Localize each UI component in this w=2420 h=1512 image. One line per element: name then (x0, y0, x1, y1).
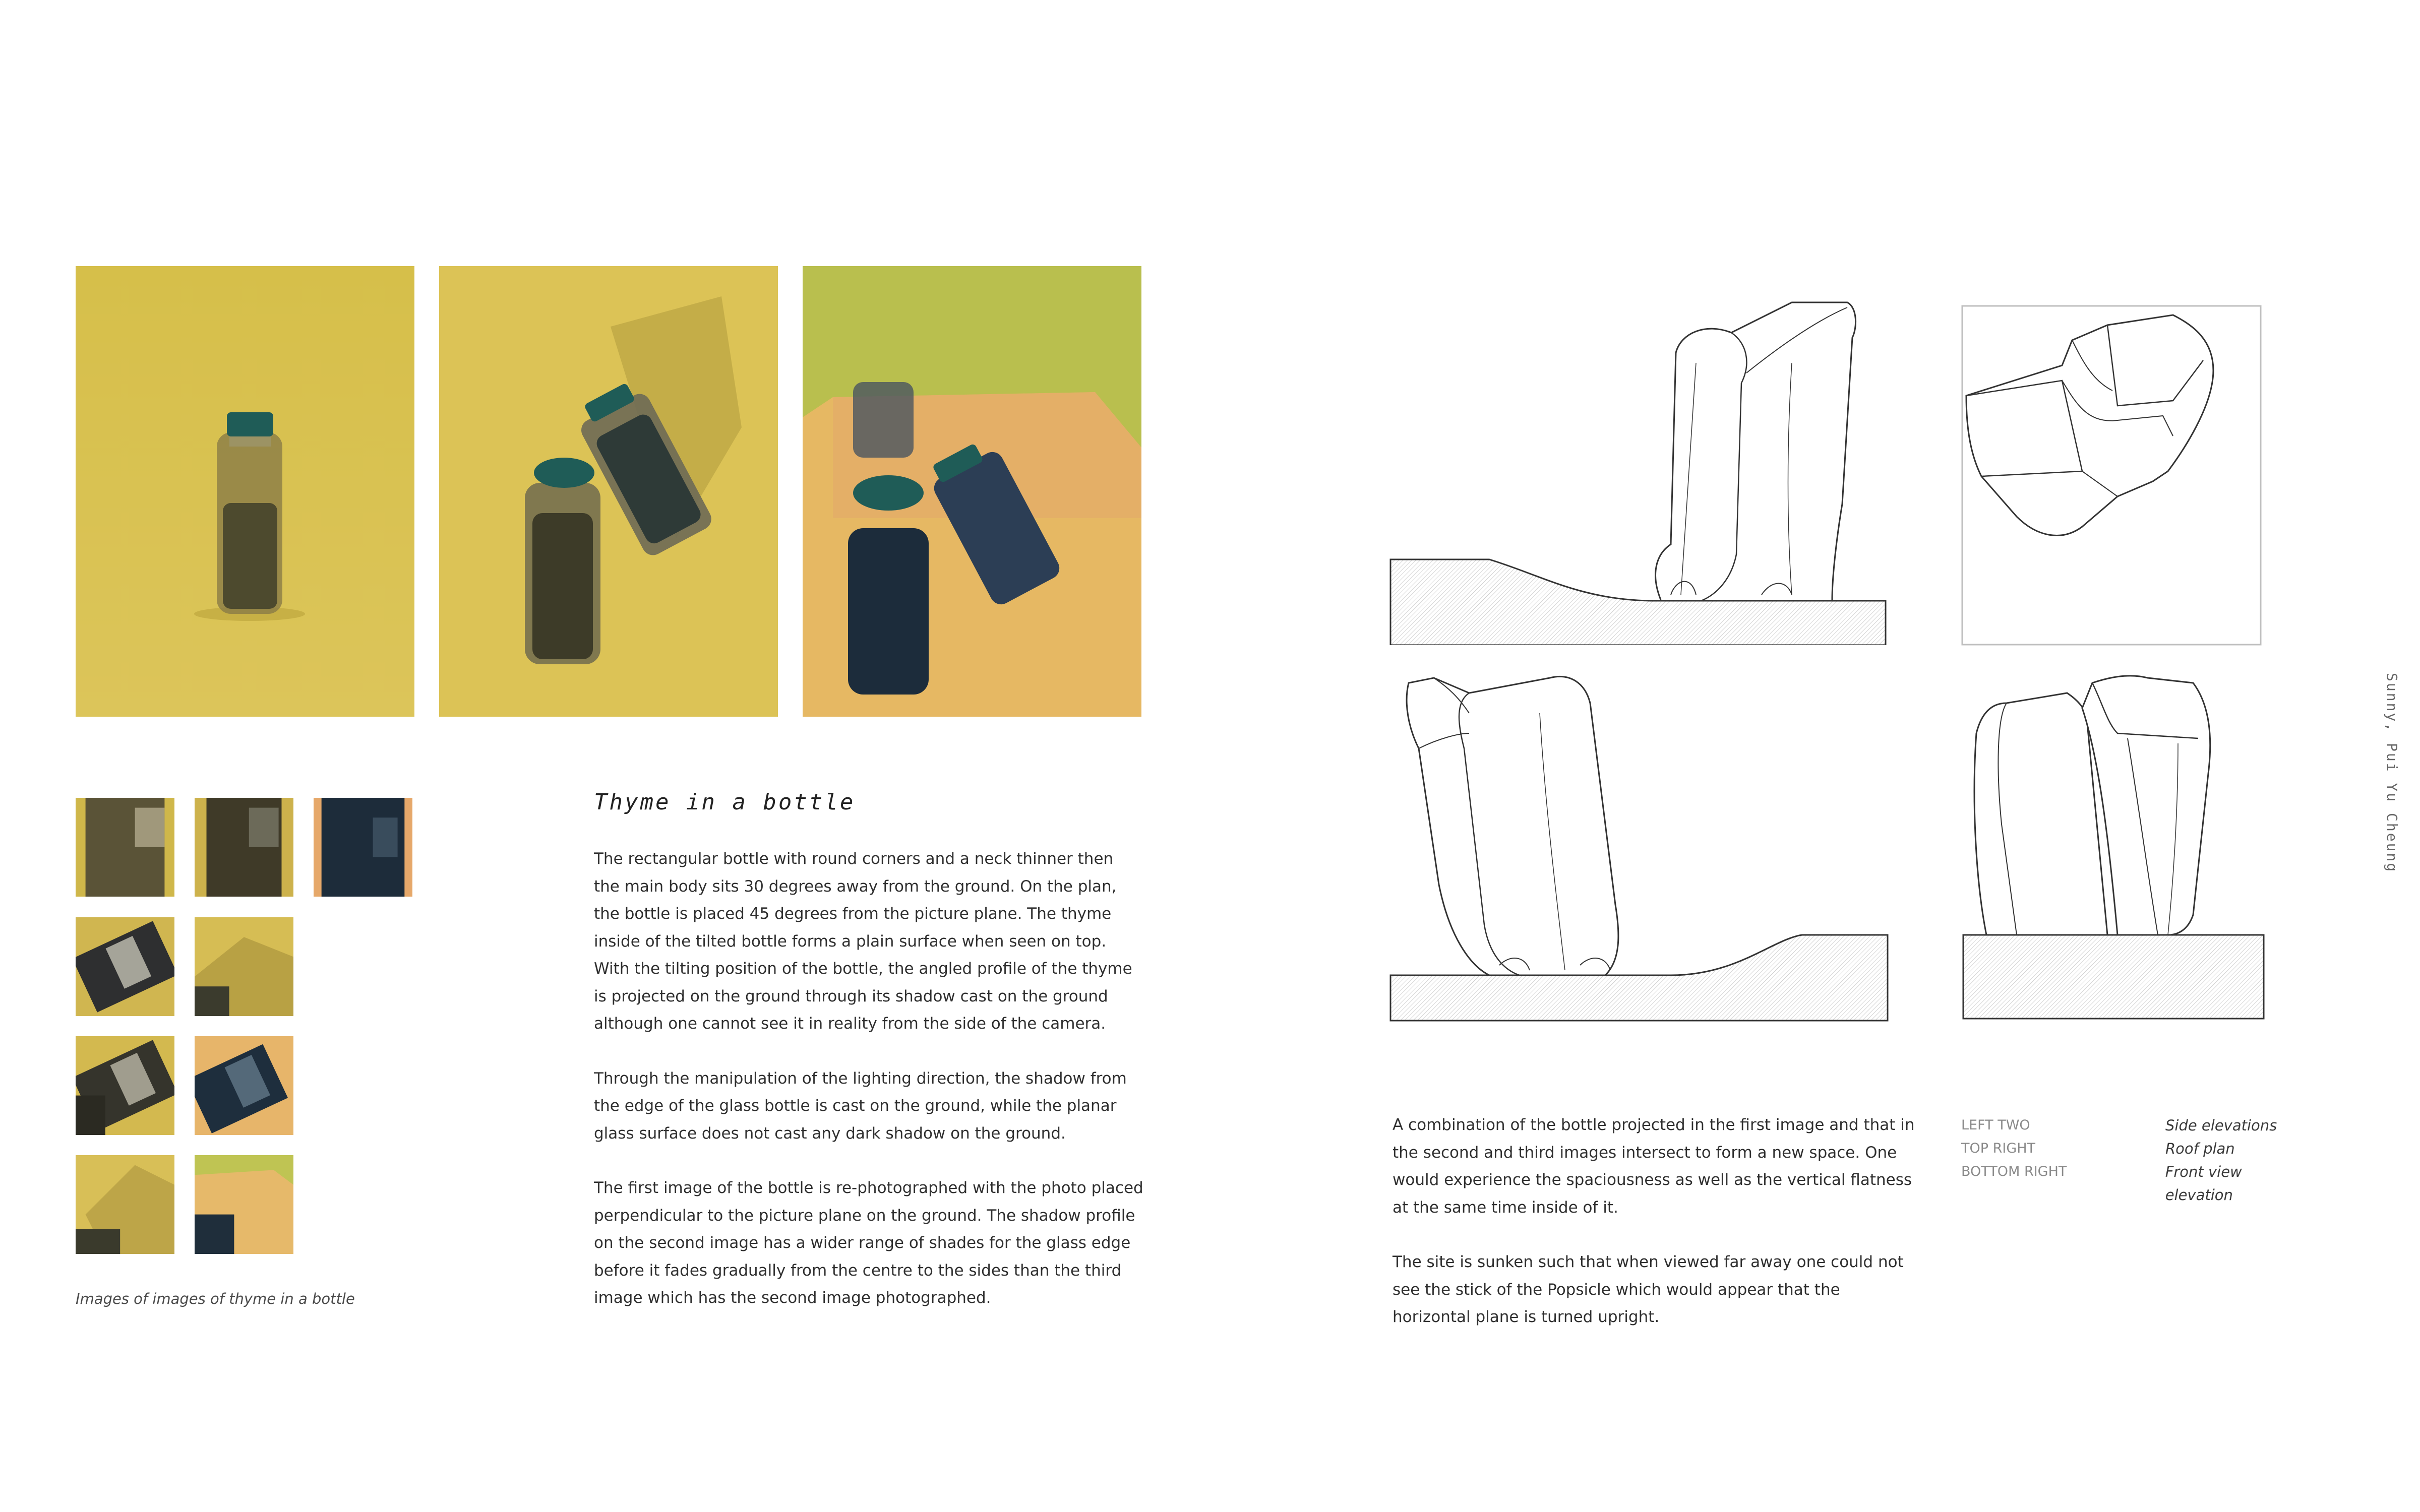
bottle-standing-photo (76, 266, 414, 717)
side-elevation-drawing-1 (1388, 292, 1891, 645)
thumbnails-caption: Images of images of thyme in a bottle (76, 1290, 355, 1307)
two-bottles-stacked-photo (439, 266, 778, 717)
roof-plan-drawing (1961, 305, 2262, 646)
right-body-text (1393, 1111, 1917, 1331)
right-paragraph: A combination of the bottle projected in the first image and that in the second and third images intersect to form a new space. One would experience the spaciousness as well as the vertical flatness at the same time inside of it. (1393, 1116, 1915, 1217)
thumbnail-image (195, 917, 293, 1016)
legend-row (1961, 1137, 2314, 1160)
thumbnail-image (195, 1036, 293, 1135)
legend-key: TOP RIGHT (1961, 1141, 2036, 1156)
thumbnail-image (76, 1155, 174, 1254)
legend-value: Front view elevation (2165, 1163, 2242, 1204)
legend-row (1961, 1160, 2314, 1207)
thumbnail-image (195, 1155, 293, 1254)
thumbnail-image (76, 798, 174, 897)
page-title: Thyme in a bottle (594, 789, 856, 815)
legend-key: BOTTOM RIGHT (1961, 1164, 2067, 1179)
front-elevation-drawing (1956, 673, 2272, 1026)
rephotographed-bottles-photo (803, 266, 1141, 717)
right-paragraph: The site is sunken such that when viewed far away one could not see the stick of the Popsicle which would appear that the horizontal plane is turned upright. (1393, 1253, 1904, 1326)
left-paragraph: The rectangular bottle with round corners and a neck thinner then the main body sits 30 degrees away from the ground. On the plan, the bottle is placed 45 degrees from the picture plane. The thyme inside of the tilted bottle forms a plain surface when seen on top. With the tilting position of the bottle, the angled profile of the thyme is projected on the ground through its shadow cast on the ground although one cannot see it in reality from the side of the camera. (594, 850, 1132, 1033)
thumbnail-image (76, 917, 174, 1016)
legend-row (1961, 1114, 2314, 1137)
legend-key: LEFT TWO (1961, 1117, 2030, 1133)
left-body-text (594, 845, 1143, 1312)
legend-value: Roof plan (2165, 1140, 2235, 1157)
legend-value: Side elevations (2165, 1117, 2277, 1134)
left-paragraph: Through the manipulation of the lighting direction, the shadow from the edge of the glass bottle is cast on the ground, while the planar glass surface does not cast any dark shadow on the ground. (594, 1069, 1127, 1143)
thumbnail-image (314, 798, 412, 897)
thumbnail-image (76, 1036, 174, 1135)
left-paragraph: The first image of the bottle is re-photographed with the photo placed perpendicular to the picture plane on the ground. The shadow profile on the second image has a wider range of shades for the glass edge before it fades gradually from the centre to the sides than the third image which has the second image photographed. (594, 1179, 1143, 1307)
drawing-legend (1961, 1114, 2314, 1207)
thumbnail-image (195, 798, 293, 897)
author-name: Sunny, Pui Yu Cheung (2384, 673, 2400, 873)
side-elevation-drawing-2 (1388, 673, 1891, 1026)
